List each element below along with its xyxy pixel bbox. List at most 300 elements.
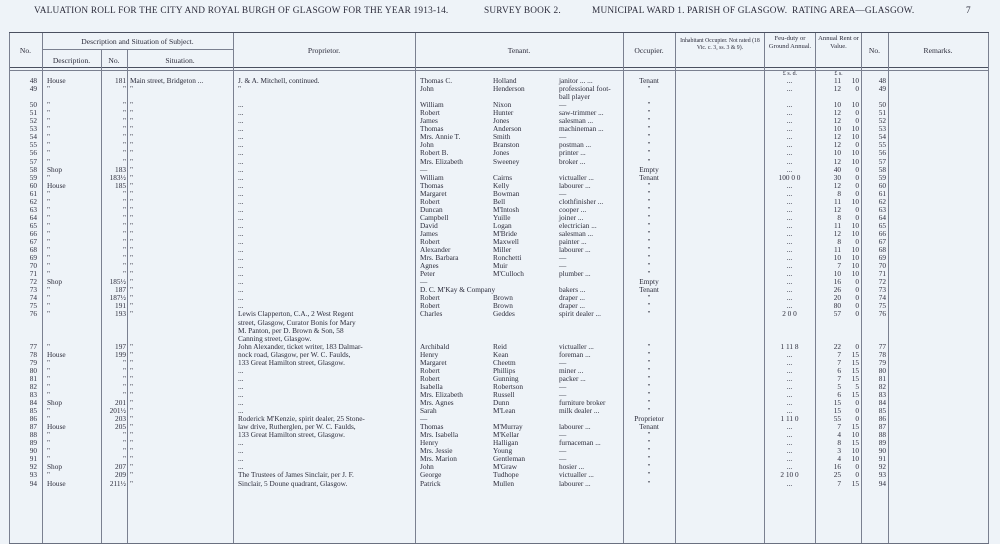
row-annual-shillings: 0 (855, 462, 859, 472)
row-tenant-occupation: bakers ... (559, 285, 586, 295)
row-annual-shillings: 0 (855, 180, 859, 190)
row-tenant-occupation: — (559, 454, 567, 464)
row-no: 83 (29, 389, 37, 399)
row-occupier: " (647, 132, 651, 142)
row-description: " (47, 438, 50, 448)
row-proprietor: ... (238, 140, 244, 150)
row-tenant-first: Margaret (420, 188, 447, 198)
row-annual-pounds: 7 (837, 261, 841, 271)
row-tenant-first: Isabella (420, 381, 443, 391)
row-description: " (47, 156, 50, 166)
row-tenant-occupation: ball player (559, 92, 590, 102)
row-annual-shillings: 10 (851, 253, 859, 263)
row-occupier: Tenant (639, 422, 659, 432)
row-annual-pounds: 12 (833, 116, 841, 126)
row-tenant-first: Sarah (420, 406, 437, 416)
row-number: " (123, 365, 126, 375)
row-tenant-last: Dunn (493, 398, 510, 407)
row-occupier: " (647, 148, 651, 158)
row-tenant-first: John (420, 462, 434, 472)
row-description: " (47, 389, 50, 399)
row-occupier: " (647, 228, 651, 238)
row-situation: " (130, 196, 133, 206)
row-description: Shop (47, 277, 63, 287)
row-annual-shillings: 10 (851, 430, 859, 440)
row-annual-shillings: 10 (851, 220, 859, 230)
row-no-right: 57 (878, 156, 886, 166)
row-tenant-last: Geddes (493, 309, 515, 319)
row-annual-shillings: 0 (855, 341, 859, 351)
row-no: 77 (29, 341, 37, 351)
row-no: 84 (29, 398, 37, 407)
row-number: 199 (115, 349, 126, 359)
col-line (42, 33, 43, 543)
row-number: " (123, 116, 126, 126)
row-tenant-last: Logan (493, 220, 512, 230)
row-number: " (123, 212, 126, 222)
row-occupier: " (647, 454, 651, 464)
row-number: 203 (115, 414, 126, 424)
row-annual-pounds: 57 (833, 309, 841, 319)
row-proprietor: ... (238, 277, 244, 287)
row-annual-pounds: 25 (833, 470, 841, 480)
row-annual-shillings: 0 (855, 285, 859, 295)
row-occupier: " (647, 212, 651, 222)
row-description: " (47, 446, 50, 456)
row-proprietor: ... (238, 389, 244, 399)
row-feu-duty: ... (786, 148, 793, 158)
row-proprietor: ... (238, 148, 244, 158)
row-occupier: " (647, 84, 651, 94)
row-occupier: " (647, 269, 651, 279)
row-feu-duty: ... (786, 76, 793, 85)
row-no: 66 (29, 228, 37, 238)
row-proprietor: ... (238, 196, 244, 206)
row-no: 92 (29, 462, 37, 472)
row-situation: " (130, 245, 133, 255)
row-description: " (47, 228, 50, 238)
row-feu-duty: 2 0 0 (782, 309, 797, 319)
row-feu-duty: ... (786, 237, 793, 246)
row-feu-duty: ... (786, 430, 793, 440)
row-tenant-last: Kean (493, 349, 509, 359)
row-no: 63 (29, 204, 37, 214)
row-annual-shillings: 10 (851, 245, 859, 255)
row-tenant-last: Branston (493, 140, 520, 150)
row-proprietor: Canning street, Glasgow. (238, 333, 312, 343)
row-tenant-last: Anderson (493, 124, 522, 134)
row-situation: " (130, 446, 133, 456)
row-no-right: 69 (878, 253, 886, 263)
row-tenant-last: M'Culloch (493, 269, 524, 279)
row-annual-pounds: 12 (833, 180, 841, 190)
row-number: " (123, 446, 126, 456)
row-situation: " (130, 220, 133, 230)
row-annual-shillings: 10 (851, 100, 859, 110)
row-feu-duty: ... (786, 204, 793, 214)
row-tenant-occupation: furnaceman ... (559, 438, 601, 448)
row-no: 88 (29, 430, 37, 440)
row-situation: " (130, 357, 133, 367)
row-number: 201½ (109, 406, 126, 416)
row-number: " (123, 140, 126, 150)
row-no-right: 82 (878, 381, 886, 391)
row-no: 81 (29, 373, 37, 383)
row-tenant-last: Hunter (493, 108, 514, 118)
row-tenant-first: Robert (420, 301, 440, 311)
col-line (127, 49, 128, 543)
row-annual-pounds: 8 (837, 237, 841, 246)
row-no: 49 (29, 84, 37, 94)
row-tenant-last: Cheetm (493, 357, 516, 367)
row-no-right: 94 (878, 478, 886, 488)
row-situation: " (130, 148, 133, 158)
row-occupier: " (647, 478, 651, 488)
row-situation: " (130, 365, 133, 375)
row-description: " (47, 124, 50, 134)
row-no-right: 67 (878, 237, 886, 246)
row-tenant-first: Robert (420, 196, 440, 206)
row-number: 205 (115, 422, 126, 432)
row-tenant-first: David (420, 220, 438, 230)
row-occupier: " (647, 470, 651, 480)
row-tenant-last: Halligan (493, 438, 519, 448)
row-tenant-last: Bowman (493, 188, 520, 198)
row-no: 86 (29, 414, 37, 424)
row-tenant-occupation: broker ... (559, 156, 586, 166)
col-header-proprietor: Proprietor. (307, 46, 341, 55)
row-no: 94 (29, 478, 37, 488)
row-situation: " (130, 430, 133, 440)
row-description: " (47, 188, 50, 198)
row-feu-duty: 100 0 0 (778, 172, 801, 182)
row-number: " (123, 261, 126, 271)
row-number: " (123, 357, 126, 367)
row-tenant-first: — (420, 277, 428, 287)
col-header-feu: Feu-duty or Ground Annual. (768, 35, 812, 50)
row-number: 197 (115, 341, 126, 351)
row-no: 71 (29, 269, 37, 279)
row-tenant-last: M'Kellar (493, 430, 520, 440)
row-no-right: 85 (878, 406, 886, 416)
row-situation: " (130, 100, 133, 110)
row-tenant-occupation: — (559, 253, 567, 263)
row-tenant-last: Yuille (493, 212, 511, 222)
row-tenant-occupation: — (559, 261, 567, 271)
row-proprietor: " (238, 84, 241, 94)
row-no-right: 83 (878, 389, 886, 399)
row-tenant-first: Thomas (420, 422, 444, 432)
row-no: 76 (29, 309, 37, 319)
row-tenant-last: Phillips (493, 365, 516, 375)
row-tenant-last: Muir (493, 261, 508, 271)
row-situation: " (130, 414, 133, 424)
row-number: " (123, 132, 126, 142)
row-situation: " (130, 341, 133, 351)
row-description: " (47, 140, 50, 150)
row-feu-duty: ... (786, 438, 793, 448)
row-annual-shillings: 10 (851, 261, 859, 271)
row-occupier: " (647, 261, 651, 271)
col-header-tenant: Tenant. (507, 46, 531, 55)
row-description: " (47, 204, 50, 214)
row-tenant-first: Mrs. Jessie (420, 446, 453, 456)
row-tenant-occupation: packer ... (559, 373, 586, 383)
row-number: " (123, 237, 126, 246)
row-situation: " (130, 462, 133, 472)
row-situation: " (130, 373, 133, 383)
row-number: " (123, 381, 126, 391)
row-occupier: " (647, 406, 651, 416)
row-number: 211½ (109, 478, 126, 488)
row-description: House (47, 76, 66, 85)
row-occupier: " (647, 188, 651, 198)
header-rule (9, 67, 989, 68)
row-situation: " (130, 349, 133, 359)
row-no: 80 (29, 365, 37, 375)
row-no: 74 (29, 293, 37, 303)
row-occupier: " (647, 389, 651, 399)
row-number: " (123, 454, 126, 464)
row-number: 191 (115, 301, 126, 311)
row-no: 48 (29, 76, 37, 85)
row-description: " (47, 285, 50, 295)
row-proprietor: ... (238, 212, 244, 222)
row-feu-duty: ... (786, 253, 793, 263)
row-occupier: " (647, 349, 651, 359)
row-situation: " (130, 261, 133, 271)
row-description: " (47, 454, 50, 464)
row-tenant-occupation: postman ... (559, 140, 592, 150)
row-no-right: 88 (878, 430, 886, 440)
row-no: 70 (29, 261, 37, 271)
row-no: 59 (29, 172, 37, 182)
row-no: 72 (29, 277, 37, 287)
row-description: " (47, 253, 50, 263)
row-no: 69 (29, 253, 37, 263)
row-no-right: 71 (878, 269, 886, 279)
row-tenant-last: Henderson (493, 84, 525, 94)
row-feu-duty: ... (786, 478, 793, 488)
annual-units: £ s. (834, 71, 843, 77)
row-situation: " (130, 156, 133, 166)
row-proprietor: ... (238, 438, 244, 448)
row-number: 187 (115, 285, 126, 295)
row-description: " (47, 245, 50, 255)
row-description: " (47, 293, 50, 303)
row-tenant-first: D. C. M'Kay & Company (420, 285, 496, 295)
row-no-right: 93 (878, 470, 886, 480)
row-proprietor: M. Panton, per D. Brown & Son, 58 (238, 325, 344, 335)
row-annual-pounds: 12 (833, 84, 841, 94)
col-header-no-right: No. (868, 46, 881, 55)
row-annual-pounds: 7 (837, 478, 841, 488)
col-line (233, 33, 234, 543)
row-description: House (47, 180, 66, 190)
row-description: " (47, 220, 50, 230)
row-feu-duty: 1 11 0 (780, 414, 799, 424)
row-annual-shillings: 0 (855, 470, 859, 480)
row-annual-shillings: 15 (851, 478, 859, 488)
row-proprietor: ... (238, 373, 244, 383)
row-no-right: 74 (878, 293, 886, 303)
row-feu-duty: ... (786, 365, 793, 375)
row-no: 93 (29, 470, 37, 480)
row-situation: " (130, 108, 133, 118)
row-tenant-occupation: milk dealer ... (559, 406, 600, 416)
feu-units: £ s. d. (782, 71, 798, 77)
row-description: House (47, 422, 66, 432)
row-proprietor: ... (238, 454, 244, 464)
row-occupier: " (647, 253, 651, 263)
row-annual-pounds: 8 (837, 212, 841, 222)
row-annual-shillings: 15 (851, 349, 859, 359)
row-tenant-occupation: machineman ... (559, 124, 604, 134)
row-feu-duty: ... (786, 188, 793, 198)
row-feu-duty: ... (786, 100, 793, 110)
row-proprietor: ... (238, 245, 244, 255)
row-no-right: 92 (878, 462, 886, 472)
row-feu-duty: ... (786, 220, 793, 230)
row-tenant-first: Margaret (420, 357, 447, 367)
row-situation: " (130, 204, 133, 214)
row-tenant-occupation: professional foot- (559, 84, 611, 94)
row-feu-duty: ... (786, 398, 793, 407)
row-no-right: 54 (878, 132, 886, 142)
row-feu-duty: ... (786, 228, 793, 238)
row-tenant-first: William (420, 100, 444, 110)
row-no: 73 (29, 285, 37, 295)
row-tenant-last: Ronchetti (493, 253, 522, 263)
row-no-right: 49 (878, 84, 886, 94)
row-annual-shillings: 0 (855, 301, 859, 311)
row-tenant-last: Nixon (493, 100, 512, 110)
row-no-right: 87 (878, 422, 886, 432)
row-situation: " (130, 132, 133, 142)
row-number: " (123, 124, 126, 134)
row-feu-duty: ... (786, 373, 793, 383)
row-annual-shillings: 10 (851, 454, 859, 464)
row-proprietor: John Alexander, ticket writer, 183 Dalmar- (238, 341, 363, 351)
roll-title: VALUATION ROLL FOR THE CITY AND ROYAL BURGH OF GLASGOW FOR THE YEAR 1913-14. (34, 6, 449, 16)
row-tenant-occupation: labourer ... (559, 422, 591, 432)
row-occupier: " (647, 156, 651, 166)
col-line (9, 33, 10, 543)
row-feu-duty: 1 11 8 (780, 341, 799, 351)
col-line (415, 33, 416, 543)
row-description: Shop (47, 398, 63, 407)
row-number: 183 (115, 164, 126, 174)
row-no: 54 (29, 132, 37, 142)
row-tenant-first: John (420, 140, 434, 150)
row-no-right: 91 (878, 454, 886, 464)
row-annual-shillings: 10 (851, 76, 859, 85)
row-annual-pounds: 80 (833, 301, 841, 311)
row-proprietor: The Trustees of James Sinclair, per J. F. (238, 470, 354, 480)
row-description: House (47, 478, 66, 488)
row-number: " (123, 228, 126, 238)
row-tenant-last: Robertson (493, 381, 523, 391)
row-tenant-first: Mrs. Isabella (420, 430, 459, 440)
row-occupier: " (647, 365, 651, 375)
row-proprietor: ... (238, 100, 244, 110)
row-feu-duty: ... (786, 84, 793, 94)
row-annual-pounds: 16 (833, 277, 841, 287)
row-no: 82 (29, 381, 37, 391)
row-annual-shillings: 0 (855, 108, 859, 118)
row-no-right: 75 (878, 301, 886, 311)
row-tenant-occupation: — (559, 188, 567, 198)
row-annual-pounds: 8 (837, 438, 841, 448)
row-occupier: " (647, 301, 651, 311)
row-no-right: 65 (878, 220, 886, 230)
row-feu-duty: ... (786, 124, 793, 134)
row-tenant-first: Mrs. Annie T. (420, 132, 461, 142)
row-tenant-last: M'Bride (493, 228, 518, 238)
row-tenant-first: Henry (420, 438, 439, 448)
row-no-right: 50 (878, 100, 886, 110)
row-feu-duty: ... (786, 422, 793, 432)
row-annual-shillings: 0 (855, 204, 859, 214)
row-tenant-occupation: plumber ... (559, 269, 591, 279)
row-description: " (47, 108, 50, 118)
row-no: 57 (29, 156, 37, 166)
row-annual-shillings: 0 (855, 164, 859, 174)
row-tenant-first: Thomas (420, 180, 444, 190)
row-proprietor: ... (238, 285, 244, 295)
row-tenant-last: Brown (493, 301, 513, 311)
row-no-right: 62 (878, 196, 886, 206)
row-occupier: Tenant (639, 172, 659, 182)
row-tenant-first: Robert (420, 293, 440, 303)
row-annual-pounds: 10 (833, 269, 841, 279)
row-proprietor: ... (238, 398, 244, 407)
row-situation: " (130, 422, 133, 432)
row-situation: " (130, 309, 133, 319)
row-description: " (47, 381, 50, 391)
row-annual-shillings: 0 (855, 212, 859, 222)
row-annual-shillings: 10 (851, 446, 859, 456)
row-tenant-occupation: clothfinisher ... (559, 196, 604, 206)
row-annual-pounds: 10 (833, 148, 841, 158)
row-feu-duty: ... (786, 446, 793, 456)
row-no-right: 81 (878, 373, 886, 383)
row-tenant-first: Thomas (420, 124, 444, 134)
row-annual-pounds: 7 (837, 349, 841, 359)
row-number: 187½ (109, 293, 126, 303)
row-feu-duty: ... (786, 349, 793, 359)
row-tenant-first: Mrs. Elizabeth (420, 389, 463, 399)
row-proprietor: ... (238, 261, 244, 271)
row-annual-pounds: 7 (837, 357, 841, 367)
row-occupier: " (647, 462, 651, 472)
row-description: " (47, 148, 50, 158)
row-description: " (47, 373, 50, 383)
row-tenant-first: Robert (420, 108, 440, 118)
row-number: 201 (115, 398, 126, 407)
row-number: 185½ (109, 277, 126, 287)
row-tenant-occupation: — (559, 446, 567, 456)
row-tenant-last: Holland (493, 76, 517, 85)
row-annual-shillings: 15 (851, 422, 859, 432)
row-tenant-occupation: electrician ... (559, 220, 597, 230)
row-occupier: " (647, 430, 651, 440)
row-proprietor: ... (238, 365, 244, 375)
row-annual-pounds: 7 (837, 373, 841, 383)
row-tenant-last: Kelly (493, 180, 510, 190)
row-no: 91 (29, 454, 37, 464)
row-occupier: " (647, 196, 651, 206)
